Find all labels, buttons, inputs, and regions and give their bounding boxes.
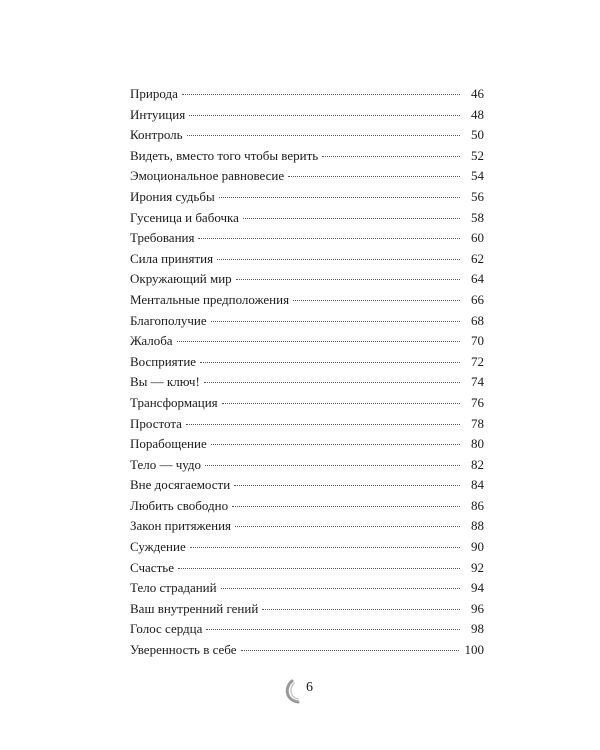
toc-entry-page: 94: [471, 580, 484, 596]
dot-leader: [211, 443, 460, 445]
toc-entry-title: Голос сердца: [130, 621, 203, 637]
dot-leader: [241, 649, 459, 651]
toc-entry-page: 86: [471, 497, 484, 513]
dot-leader: [235, 525, 460, 527]
toc-entry-page: 78: [471, 415, 484, 431]
dot-leader: [205, 464, 460, 466]
toc-entry: [130, 599, 484, 620]
page-footer: [0, 672, 600, 712]
dot-leader: [288, 175, 460, 177]
dot-leader: [219, 196, 460, 198]
toc-entry-page: 56: [471, 188, 484, 204]
toc-entry-title: Простота: [130, 415, 182, 431]
toc-entry-page: 84: [471, 477, 484, 493]
toc-entry-title: Вне досягаемости: [130, 477, 231, 493]
toc-entry-title: Эмоциональное равновесие: [130, 168, 285, 184]
dot-leader: [189, 114, 460, 116]
toc-entry-title: Ваш внутренний гений: [130, 600, 259, 616]
dot-leader: [204, 381, 460, 383]
dot-leader: [190, 546, 460, 548]
toc-entry-title: Жалоба: [130, 333, 173, 349]
toc-entry-page: 46: [471, 86, 484, 101]
toc-entry-page: 90: [471, 539, 484, 555]
dot-leader: [178, 567, 460, 569]
dot-leader: [262, 608, 460, 610]
toc-entry-title: Уверенность в себе: [130, 642, 237, 658]
toc-entry-title: Интуиция: [130, 106, 186, 122]
toc-entry: [130, 455, 484, 476]
dot-leader: [232, 505, 460, 507]
toc-entry: [130, 105, 484, 126]
toc-entry-title: Видеть, вместо того чтобы верить: [130, 147, 319, 163]
toc-entry-title: Сила принятия: [130, 250, 214, 266]
toc-entry: [130, 475, 484, 496]
toc-entry: [130, 84, 484, 105]
toc-entry-title: Контроль: [130, 127, 183, 143]
toc-entry-page: 74: [471, 374, 484, 390]
dot-leader: [187, 134, 460, 136]
toc-entry-page: 62: [471, 250, 484, 266]
page-number: 6: [306, 680, 313, 695]
toc-entry-page: 50: [471, 127, 484, 143]
toc-entry-page: 72: [471, 353, 484, 369]
toc-entry-title: Порабощение: [130, 436, 207, 452]
dot-leader: [234, 484, 460, 486]
toc-entry: [130, 619, 484, 640]
toc-entry-page: 92: [471, 559, 484, 575]
toc-entry-title: Тело — чудо: [130, 456, 202, 472]
toc-entry: [130, 228, 484, 249]
toc-entry-title: Закон притяжения: [130, 518, 232, 534]
toc-entry-title: Ментальные предположения: [130, 291, 290, 307]
dot-leader: [177, 340, 460, 342]
toc-entry-page: 98: [471, 621, 484, 637]
toc-entry-title: Восприятие: [130, 353, 197, 369]
toc-entry-page: 48: [471, 106, 484, 122]
toc-entry-title: Гусеница и бабочка: [130, 209, 239, 225]
toc-entry-title: Ирония судьбы: [130, 188, 215, 204]
dot-leader: [198, 237, 460, 239]
dot-leader: [186, 423, 460, 425]
toc-entry: [130, 290, 484, 311]
toc-entry-page: 88: [471, 518, 484, 534]
toc-entry-page: 82: [471, 456, 484, 472]
toc-entry-page: 80: [471, 436, 484, 452]
toc-entry: [130, 558, 484, 579]
dot-leader: [206, 628, 460, 630]
table-of-contents: [130, 84, 484, 661]
toc-entry-title: Природа: [130, 86, 178, 101]
toc-entry: [130, 166, 484, 187]
toc-entry-title: Вы — ключ!: [130, 374, 200, 390]
dot-leader: [293, 299, 460, 301]
toc-entry-page: 68: [471, 312, 484, 328]
toc-entry: [130, 496, 484, 517]
toc-entry-title: Благополучие: [130, 312, 207, 328]
toc-entry-page: 100: [464, 642, 484, 658]
toc-entry: [130, 372, 484, 393]
toc-entry: [130, 537, 484, 558]
toc-entry-page: 66: [471, 291, 484, 307]
toc-entry-title: Окружающий мир: [130, 271, 232, 287]
toc-entry: [130, 331, 484, 352]
toc-entry: [130, 269, 484, 290]
dot-leader: [236, 278, 460, 280]
toc-entry-page: 96: [471, 600, 484, 616]
toc-entry-page: 60: [471, 230, 484, 246]
toc-entry: [130, 249, 484, 270]
toc-entry-page: 64: [471, 271, 484, 287]
toc-entry: [130, 640, 484, 661]
toc-entry-title: Любить свободно: [130, 497, 229, 513]
toc-entry: [130, 311, 484, 332]
dot-leader: [322, 155, 460, 157]
toc-entry-title: Счастье: [130, 559, 174, 575]
toc-entry: [130, 352, 484, 373]
toc-entry: [130, 187, 484, 208]
toc-entry: [130, 208, 484, 229]
dot-leader: [182, 93, 460, 95]
dot-leader: [221, 587, 460, 589]
toc-entry-title: Требования: [130, 230, 195, 246]
toc-entry: [130, 578, 484, 599]
toc-entry-page: 58: [471, 209, 484, 225]
toc-entry-title: Трансформация: [130, 394, 218, 410]
toc-entry-page: 76: [471, 394, 484, 410]
dot-leader: [200, 361, 460, 363]
toc-entry-title: Тело страданий: [130, 580, 217, 596]
toc-entry: [130, 434, 484, 455]
dot-leader: [222, 402, 460, 404]
toc-entry: [130, 146, 484, 167]
toc-entry: [130, 516, 484, 537]
toc-entry-page: 70: [471, 333, 484, 349]
dot-leader: [243, 217, 460, 219]
toc-entry-page: 52: [471, 147, 484, 163]
toc-entry: [130, 414, 484, 435]
dot-leader: [217, 258, 460, 260]
toc-entry-title: Суждение: [130, 539, 186, 555]
toc-entry: [130, 393, 484, 414]
toc-entry-page: 54: [471, 168, 484, 184]
dot-leader: [211, 320, 460, 322]
toc-entry: [130, 125, 484, 146]
